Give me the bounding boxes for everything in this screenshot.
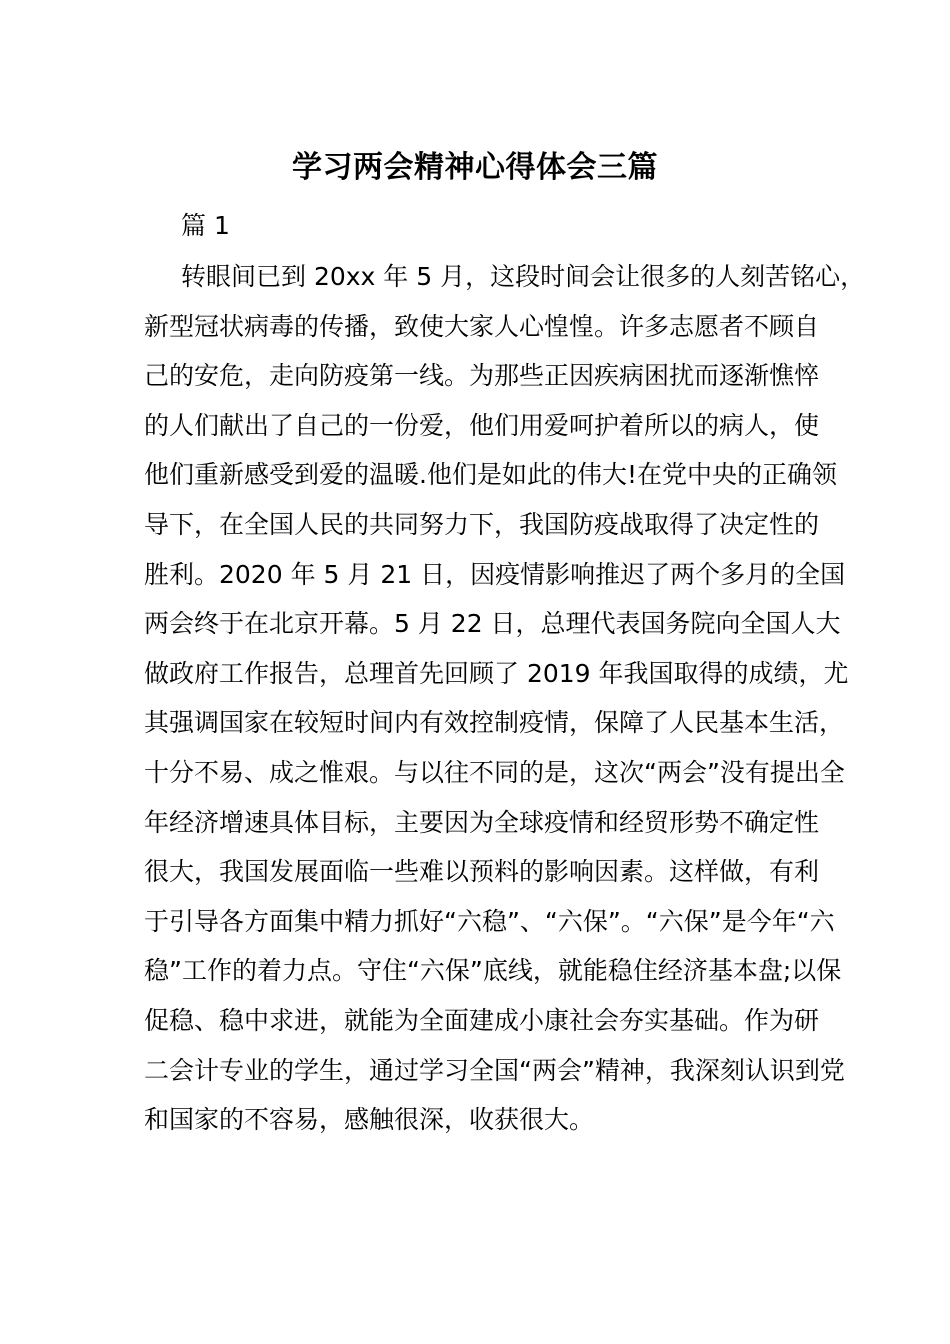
document-title: 学习两会精神心得体会三篇 <box>292 150 658 185</box>
paragraph-line: 于引导各方面集中精力抓好“六稳”、“六保”。“六保”是今年“六 <box>144 906 835 936</box>
paragraph-line: 他们重新感受到爱的温暖.他们是如此的伟大!在党中央的正确领 <box>144 460 837 490</box>
paragraph-line: 转眼间已到 20xx 年 5 月，这段时间会让很多的人刻苦铭心， <box>181 262 866 291</box>
paragraph-line: 做政府工作报告，总理首先回顾了 2019 年我国取得的成绩，尤 <box>144 658 849 688</box>
paragraph-line: 二会计专业的学生，通过学习全国“两会”精神，我深刻认识到党 <box>144 1055 845 1085</box>
paragraph-line: 的人们献出了自己的一份爱，他们用爱呵护着所以的病人，使 <box>144 410 820 440</box>
paragraph-line: 新型冠状病毒的传播，致使大家人心惶惶。许多志愿者不顾自 <box>144 311 820 341</box>
paragraph-line: 己的安危，走向防疫第一线。为那些正因疾病困扰而逐渐憔悴 <box>144 361 820 391</box>
paragraph-line: 年经济增速具体目标，主要因为全球疫情和经贸形势不确定性 <box>144 807 820 837</box>
body-paragraph <box>144 252 866 1145</box>
paragraph-line: 和国家的不容易，感触很深，收获很大。 <box>144 1105 595 1135</box>
paragraph-line: 其强调国家在较短时间内有效控制疫情，保障了人民基本生活， <box>144 708 845 738</box>
paragraph-line: 两会终于在北京开幕。5 月 22 日，总理代表国务院向全国人大 <box>144 609 841 639</box>
paragraph-line: 促稳、稳中求进，就能为全面建成小康社会夯实基础。作为研 <box>144 1005 820 1035</box>
paragraph-line: 很大，我国发展面临一些难以预料的影响因素。这样做，有利 <box>144 857 820 887</box>
section-label: 篇 1 <box>181 211 230 240</box>
paragraph-line: 胜利。2020 年 5 月 21 日，因疫情影响推迟了两个多月的全国 <box>144 559 846 589</box>
paragraph-line: 十分不易、成之惟艰。与以往不同的是，这次“两会”没有提出全 <box>144 757 845 787</box>
paragraph-line: 导下，在全国人民的共同努力下，我国防疫战取得了决定性的 <box>144 509 820 539</box>
paragraph-line: 稳”工作的着力点。守住“六保”底线，就能稳住经济基本盘;以保 <box>144 956 842 986</box>
